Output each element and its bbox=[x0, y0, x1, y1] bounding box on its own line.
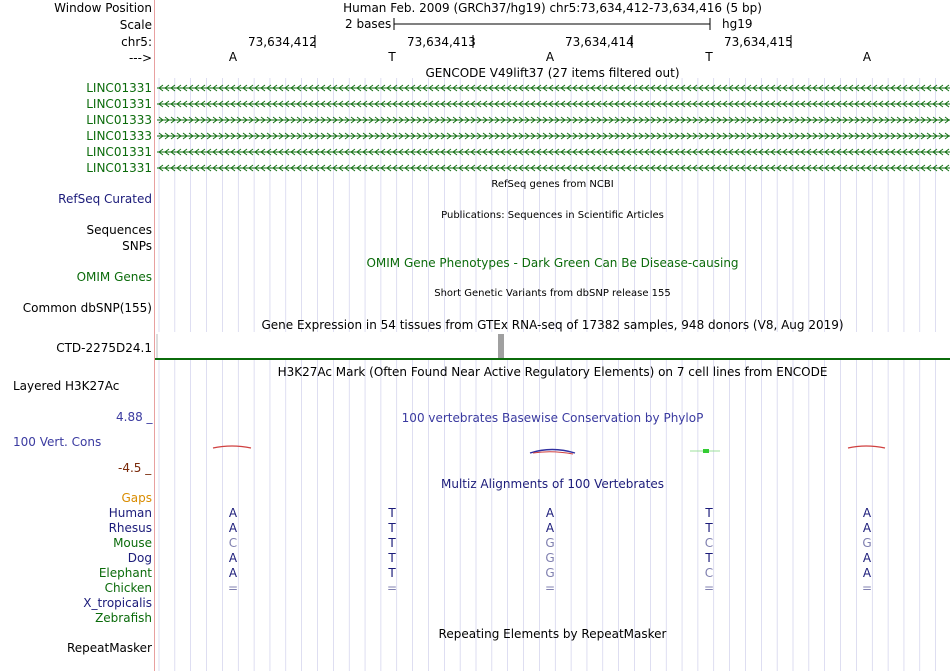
aligned-base: G bbox=[545, 566, 555, 580]
gtex-bar bbox=[498, 334, 504, 358]
snps-label[interactable]: SNPs bbox=[122, 239, 152, 253]
publications-title: Publications: Sequences in Scientific Articles bbox=[441, 210, 664, 221]
ref-base-5: A bbox=[862, 50, 872, 64]
gencode-title: GENCODE V49lift37 (27 items filtered out) bbox=[425, 66, 680, 80]
aligned-base: A bbox=[862, 521, 872, 535]
aligned-base: G bbox=[862, 536, 872, 550]
aligned-base: A bbox=[862, 551, 872, 565]
species-label-zebrafish[interactable]: Zebrafish bbox=[95, 611, 152, 625]
position-title: Human Feb. 2009 (GRCh37/hg19) chr5:73,634,412-73,634,416 (5 bp) bbox=[343, 1, 762, 15]
h3k27-title: H3K27Ac Mark (Often Found Near Active Regulatory Elements) on 7 cell lines from ENCODE bbox=[277, 365, 828, 379]
species-label-human[interactable]: Human bbox=[108, 506, 152, 520]
ref-base-1: A bbox=[228, 50, 238, 64]
gtex-title: Gene Expression in 54 tissues from GTEx RNA-seq of 17382 samples, 948 donors (V8, Aug 2019) bbox=[261, 318, 844, 332]
aligned-base: A bbox=[228, 521, 238, 535]
gaps-label[interactable]: Gaps bbox=[121, 491, 152, 505]
omim-title: OMIM Gene Phenotypes - Dark Green Can Be Disease-causing bbox=[366, 256, 739, 270]
cons-title: 100 vertebrates Basewise Conservation by PhyloP bbox=[401, 411, 704, 425]
aligned-base: T bbox=[388, 506, 396, 520]
cons-label[interactable]: 100 Vert. Cons bbox=[13, 435, 102, 449]
aligned-base: T bbox=[705, 551, 713, 565]
species-label-dog[interactable]: Dog bbox=[127, 551, 152, 565]
aligned-base: G bbox=[545, 536, 555, 550]
aligned-base: = bbox=[544, 581, 556, 595]
window-position-label: Window Position bbox=[54, 1, 152, 15]
aligned-base: C bbox=[704, 536, 714, 550]
scale-text: 2 bases bbox=[345, 17, 392, 31]
aligned-base: = bbox=[861, 581, 873, 595]
cons-max: 4.88 _ bbox=[116, 410, 153, 424]
gene-label-5[interactable]: LINC01331 bbox=[86, 145, 152, 159]
coord-2: 73,634,413 bbox=[407, 35, 476, 49]
species-label-elephant[interactable]: Elephant bbox=[98, 566, 152, 580]
aligned-base: A bbox=[545, 521, 555, 535]
repeat-label[interactable]: RepeatMasker bbox=[66, 641, 152, 655]
aligned-base: T bbox=[388, 566, 396, 580]
refseq-title: RefSeq genes from NCBI bbox=[491, 179, 614, 190]
aligned-base: C bbox=[704, 566, 714, 580]
refseq-label[interactable]: RefSeq Curated bbox=[58, 192, 152, 206]
gene-label-3[interactable]: LINC01333 bbox=[86, 113, 152, 127]
species-label-rhesus[interactable]: Rhesus bbox=[108, 521, 152, 535]
aligned-base: = bbox=[386, 581, 398, 595]
multiz-title: Multiz Alignments of 100 Vertebrates bbox=[440, 477, 665, 491]
aligned-base: C bbox=[228, 536, 238, 550]
species-label-xtropicalis[interactable]: X_tropicalis bbox=[83, 596, 152, 610]
omim-label[interactable]: OMIM Genes bbox=[76, 270, 152, 284]
gene-tracks[interactable] bbox=[157, 80, 950, 176]
aligned-base: T bbox=[388, 551, 396, 565]
coord-1: 73,634,412 bbox=[248, 35, 317, 49]
ref-base-4: T bbox=[705, 50, 713, 64]
coord-ticks bbox=[0, 34, 950, 50]
species-label-mouse[interactable]: Mouse bbox=[113, 536, 152, 550]
aligned-base: A bbox=[228, 566, 238, 580]
gene-label-2[interactable]: LINC01331 bbox=[86, 97, 152, 111]
aligned-base: = bbox=[227, 581, 239, 595]
species-label-chicken[interactable]: Chicken bbox=[104, 581, 152, 595]
ref-base-3: A bbox=[545, 50, 555, 64]
aligned-base: T bbox=[388, 521, 396, 535]
aligned-base: A bbox=[228, 551, 238, 565]
chr-label: chr5: bbox=[121, 35, 152, 49]
strand-label[interactable]: ---> bbox=[128, 51, 152, 65]
assembly-label: hg19 bbox=[722, 17, 753, 31]
ref-base-2: T bbox=[388, 50, 396, 64]
coord-4: 73,634,415 bbox=[724, 35, 793, 49]
gene-label-4[interactable]: LINC01333 bbox=[86, 129, 152, 143]
aligned-base: A bbox=[862, 566, 872, 580]
cons-min: -4.5 _ bbox=[118, 461, 152, 475]
aligned-base: G bbox=[545, 551, 555, 565]
gtex-plot[interactable] bbox=[155, 332, 950, 362]
cons-plot[interactable] bbox=[155, 440, 950, 460]
scale-bar bbox=[393, 16, 715, 32]
aligned-base: T bbox=[705, 506, 713, 520]
dbsnp-title: Short Genetic Variants from dbSNP release 155 bbox=[434, 288, 671, 299]
scale-label: Scale bbox=[119, 18, 152, 32]
repeat-title: Repeating Elements by RepeatMasker bbox=[438, 627, 667, 641]
aligned-base: A bbox=[228, 506, 238, 520]
aligned-base: A bbox=[545, 506, 555, 520]
aligned-base: A bbox=[862, 506, 872, 520]
coord-3: 73,634,414 bbox=[565, 35, 634, 49]
gtex-label[interactable]: CTD-2275D24.1 bbox=[56, 341, 152, 355]
aligned-base: T bbox=[705, 521, 713, 535]
sequences-label[interactable]: Sequences bbox=[86, 223, 152, 237]
aligned-base: T bbox=[388, 536, 396, 550]
h3k27-label[interactable]: Layered H3K27Ac bbox=[13, 379, 120, 393]
aligned-base: = bbox=[703, 581, 715, 595]
gene-label-6[interactable]: LINC01331 bbox=[86, 161, 152, 175]
gene-label-1[interactable]: LINC01331 bbox=[86, 81, 152, 95]
dbsnp-label[interactable]: Common dbSNP(155) bbox=[22, 301, 152, 315]
